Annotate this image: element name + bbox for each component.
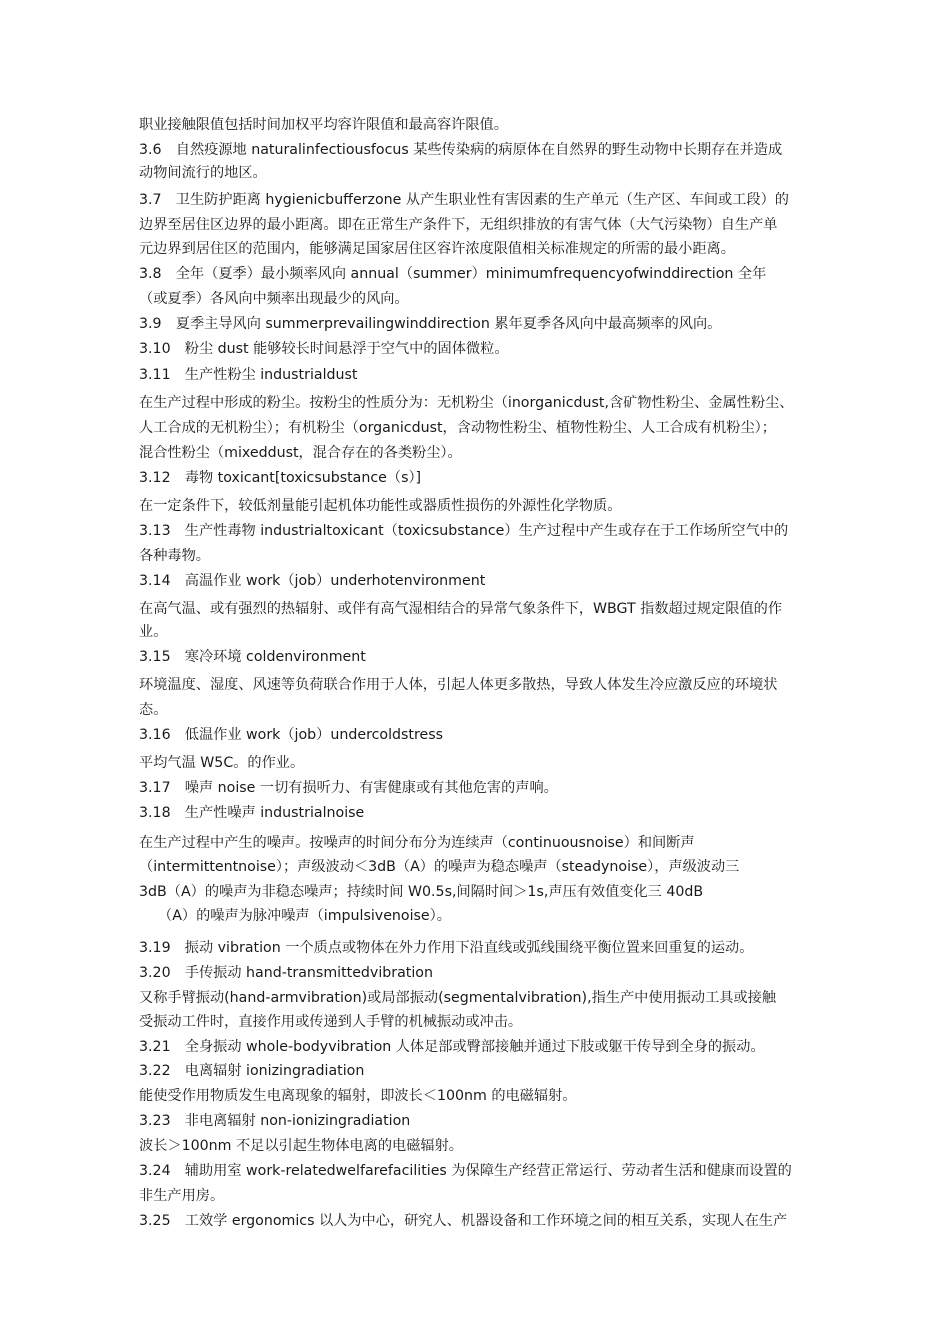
text-line: 动物间流行的地区。 bbox=[139, 165, 267, 181]
text-line: 3.24 辅助用室 work-relatedwelfarefacilities 为保障生产经营正常运行、劳动者生活和健康而设置的 bbox=[139, 1163, 792, 1179]
text-line: 3.25 工效学 ergonomics 以人为中心，研究人、机器设备和工作环境之间的相互关系，实现人在生产 bbox=[139, 1213, 788, 1229]
text-line: 3.10 粉尘 dust 能够较长时间悬浮于空气中的固体微粒。 bbox=[139, 341, 509, 357]
text-line: 平均气温 W5C。的作业。 bbox=[139, 755, 305, 771]
text-line: 3.18 生产性噪声 industrialnoise bbox=[139, 805, 365, 821]
text-line: 混合性粉尘（mixeddust，混合存在的各类粉尘）。 bbox=[139, 445, 462, 461]
text-line: 波长＞100nm 不足以引起生物体电离的电磁辐射。 bbox=[139, 1138, 463, 1154]
text-line: 在生产过程中产生的噪声。按噪声的时间分布分为连续声（continuousnoise）和间断声 bbox=[139, 835, 695, 851]
text-line: 3.8 全年（夏季）最小频率风向 annual（summer）minimumfrequencyofwinddirection 全年 bbox=[139, 266, 767, 282]
text-line: 3.6 自然疫源地 naturalinfectiousfocus 某些传染病的病原体在自然界的野生动物中长期存在并造成 bbox=[139, 142, 783, 158]
text-line: 3.22 电离辐射 ionizingradiation bbox=[139, 1063, 365, 1079]
text-line: 3dB（A）的噪声为非稳态噪声；持续时间 W0.5s,间隔时间＞1s,声压有效值变化三 40dB bbox=[139, 884, 704, 900]
text-line: 3.23 非电离辐射 non-ionizingradiation bbox=[139, 1113, 411, 1129]
text-line: 又称手臂振动(hand-armvibration)或局部振动(segmentalvibration),指生产中使用振动工具或接触 bbox=[139, 990, 777, 1006]
text-line: 各种毒物。 bbox=[139, 548, 210, 564]
text-line: 业。 bbox=[139, 624, 168, 640]
text-line: 非生产用房。 bbox=[139, 1188, 225, 1204]
text-line: 3.14 高温作业 work（job）underhotenvironment bbox=[139, 573, 486, 589]
text-line: 3.19 振动 vibration 一个质点或物体在外力作用下沿直线或弧线围绕平衡位置来回重复的运动。 bbox=[139, 940, 754, 956]
text-line: 能使受作用物质发生电离现象的辐射，即波长＜100nm 的电磁辐射。 bbox=[139, 1088, 577, 1104]
text-line: 3.13 生产性毒物 industrialtoxicant（toxicsubstance）生产过程中产生或存在于工作场所空气中的 bbox=[139, 523, 789, 539]
text-line: 在高气温、或有强烈的热辐射、或伴有高气湿相结合的异常气象条件下，WBGT 指数超过规定限值的作 bbox=[139, 601, 783, 617]
text-line: 3.7 卫生防护距离 hygienicbufferzone 从产生职业性有害因素的生产单元（生产区、车间或工段）的 bbox=[139, 192, 789, 208]
text-line: 在一定条件下，较低剂量能引起机体功能性或器质性损伤的外源性化学物质。 bbox=[139, 498, 622, 514]
text-line: 在生产过程中形成的粉尘。按粉尘的性质分为：无机粉尘（inorganicdust,含矿物性粉尘、金属性粉尘、 bbox=[139, 395, 794, 411]
text-line: 3.17 噪声 noise 一切有损听力、有害健康或有其他危害的声响。 bbox=[139, 780, 558, 796]
text-line: 元边界到居住区的范围内，能够满足国家居住区容许浓度限值相关标准规定的所需的最小距离。 bbox=[139, 241, 735, 257]
text-line: 受振动工件时，直接作用或传递到人手臂的机械振动或冲击。 bbox=[139, 1014, 523, 1030]
text-line: 边界至居住区边界的最小距离。即在正常生产条件下，无组织排放的有害气体（大气污染物）自生产单 bbox=[139, 217, 778, 233]
text-line: 3.21 全身振动 whole-bodyvibration 人体足部或臀部接触并通过下肢或躯干传导到全身的振动。 bbox=[139, 1039, 765, 1055]
text-line: 人工合成的无机粉尘）；有机粉尘（organicdust，含动物性粉尘、植物性粉尘、人工合成有机粉尘）； bbox=[139, 420, 776, 436]
text-line: 3.9 夏季主导风向 summerprevailingwinddirection 累年夏季各风向中最高频率的风向。 bbox=[139, 316, 722, 332]
text-line: 3.12 毒物 toxicant[toxicsubstance（s）] bbox=[139, 470, 422, 486]
text-line: （或夏季）各风向中频率出现最少的风向。 bbox=[139, 291, 409, 307]
text-line: 环境温度、湿度、风速等负荷联合作用于人体，引起人体更多散热，导致人体发生冷应激反应的环境状 bbox=[139, 677, 778, 693]
text-line: 态。 bbox=[139, 702, 168, 718]
text-line: 3.11 生产性粉尘 industrialdust bbox=[139, 367, 358, 383]
text-line: 3.15 寒冷环境 coldenvironment bbox=[139, 649, 366, 665]
text-line: （A）的噪声为脉冲噪声（impulsivenoise）。 bbox=[158, 908, 451, 924]
text-line: 职业接触限值包括时间加权平均容许限值和最高容许限值。 bbox=[139, 117, 508, 133]
text-line: 3.20 手传振动 hand-transmittedvibration bbox=[139, 965, 433, 981]
text-line: 3.16 低温作业 work（job）undercoldstress bbox=[139, 727, 444, 743]
text-line: （intermittentnoise）；声级波动＜3dB（A）的噪声为稳态噪声（steadynoise），声级波动三 bbox=[139, 859, 740, 875]
